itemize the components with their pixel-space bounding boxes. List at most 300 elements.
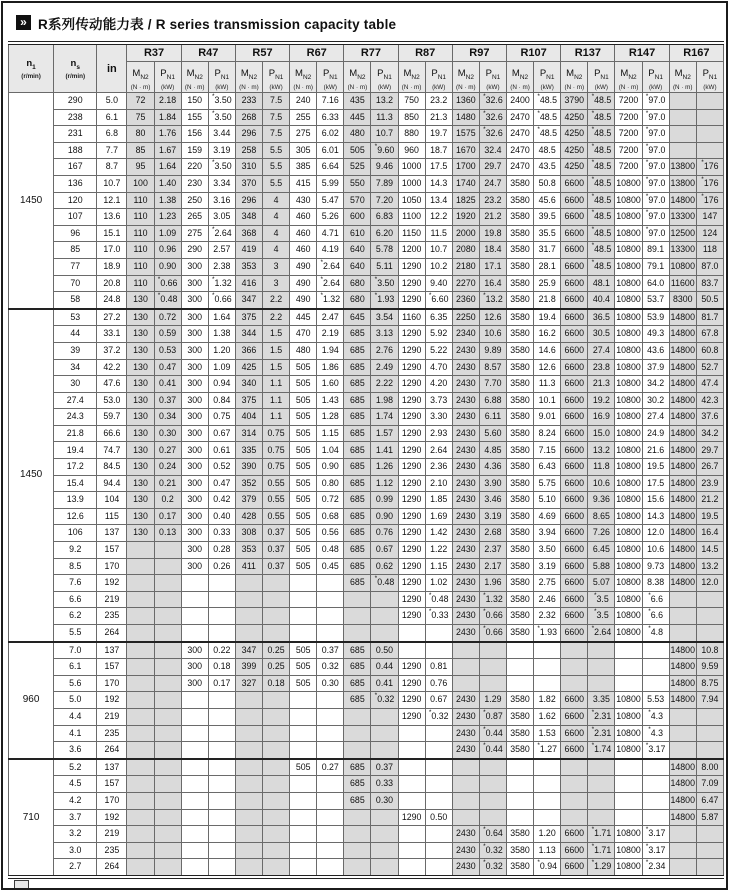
capacity-cell: 1360 bbox=[452, 93, 479, 110]
capacity-cell: 1290 bbox=[398, 292, 425, 309]
capacity-cell: 0.26 bbox=[208, 558, 235, 575]
capacity-cell: 505 bbox=[290, 759, 317, 776]
capacity-cell: 34.2 bbox=[696, 425, 723, 442]
capacity-cell bbox=[479, 792, 506, 809]
capacity-cell bbox=[263, 725, 290, 742]
capacity-cell: 0.96 bbox=[154, 242, 181, 259]
n1-group-label: 1450 bbox=[9, 93, 54, 309]
capacity-cell: 11600 bbox=[669, 275, 696, 292]
capacity-cell: 1.69 bbox=[425, 508, 452, 525]
capacity-cell: 310 bbox=[235, 159, 262, 176]
capacity-cell: 24.9 bbox=[642, 425, 669, 442]
capacity-cell: 1.64 bbox=[154, 159, 181, 176]
capacity-cell: 14800 bbox=[669, 558, 696, 575]
capacity-cell: *1.93 bbox=[371, 292, 398, 309]
capacity-cell: 45.6 bbox=[534, 192, 561, 209]
capacity-cell: 0.67 bbox=[208, 425, 235, 442]
capacity-cell: 17.5 bbox=[425, 159, 452, 176]
capacity-cell: 6600 bbox=[561, 209, 588, 226]
capacity-cell bbox=[263, 842, 290, 859]
table-row bbox=[9, 109, 724, 126]
capacity-cell bbox=[208, 826, 235, 843]
capacity-cell: 10800 bbox=[615, 608, 642, 625]
capacity-cell: 14800 bbox=[669, 442, 696, 459]
capacity-cell: *97.0 bbox=[642, 175, 669, 192]
capacity-cell: 10800 bbox=[615, 326, 642, 343]
capacity-cell: 460 bbox=[290, 242, 317, 259]
capacity-cell bbox=[425, 642, 452, 659]
capacity-cell bbox=[317, 608, 344, 625]
capacity-cell: 4.71 bbox=[317, 225, 344, 242]
capacity-cell bbox=[615, 659, 642, 676]
capacity-cell: 9.59 bbox=[696, 659, 723, 676]
capacity-cell bbox=[235, 826, 262, 843]
ratio-value: 33.1 bbox=[97, 326, 127, 343]
capacity-cell: 4250 bbox=[561, 109, 588, 126]
capacity-cell: 6.11 bbox=[479, 409, 506, 426]
capacity-cell bbox=[127, 776, 154, 793]
capacity-cell bbox=[642, 675, 669, 692]
capacity-cell: 1290 bbox=[398, 542, 425, 559]
ratio-value: 264 bbox=[97, 859, 127, 877]
table-row bbox=[9, 742, 724, 759]
capacity-cell: 26.7 bbox=[696, 459, 723, 476]
capacity-cell: 10.2 bbox=[425, 258, 452, 275]
capacity-cell: 79.1 bbox=[642, 258, 669, 275]
capacity-cell: 0.37 bbox=[371, 759, 398, 776]
capacity-cell: *48.5 bbox=[588, 93, 615, 110]
capacity-cell bbox=[181, 742, 208, 759]
capacity-cell: *48.5 bbox=[588, 209, 615, 226]
capacity-cell: 10800 bbox=[615, 859, 642, 877]
capacity-cell: 9.73 bbox=[642, 558, 669, 575]
capacity-cell bbox=[263, 708, 290, 725]
n2-value: 120 bbox=[54, 192, 97, 209]
capacity-cell: 255 bbox=[290, 109, 317, 126]
table-row bbox=[9, 692, 724, 709]
capacity-cell bbox=[154, 675, 181, 692]
capacity-cell: *32.6 bbox=[479, 93, 506, 110]
capacity-cell: 250 bbox=[181, 192, 208, 209]
capacity-cell: 6600 bbox=[561, 859, 588, 877]
capacity-cell: 505 bbox=[290, 392, 317, 409]
capacity-cell: 0.68 bbox=[317, 508, 344, 525]
capacity-cell: 67.8 bbox=[696, 326, 723, 343]
capacity-cell: 1.86 bbox=[317, 359, 344, 376]
capacity-cell: 3580 bbox=[506, 492, 533, 509]
capacity-cell: 37.9 bbox=[642, 359, 669, 376]
capacity-cell: 2.93 bbox=[425, 425, 452, 442]
capacity-cell: 3.34 bbox=[208, 175, 235, 192]
capacity-cell: 3580 bbox=[506, 175, 533, 192]
capacity-cell: 6.83 bbox=[371, 209, 398, 226]
capacity-cell: *1.71 bbox=[588, 826, 615, 843]
capacity-cell: 1.20 bbox=[208, 342, 235, 359]
capacity-cell bbox=[669, 826, 696, 843]
capacity-cell: 0.55 bbox=[263, 475, 290, 492]
ratio-value: 94.4 bbox=[97, 475, 127, 492]
capacity-cell: 50.5 bbox=[696, 292, 723, 309]
capacity-cell: 0.41 bbox=[371, 675, 398, 692]
capacity-cell: *48.5 bbox=[588, 142, 615, 159]
capacity-cell: *48.5 bbox=[588, 192, 615, 209]
capacity-cell: 14800 bbox=[669, 575, 696, 592]
capacity-cell bbox=[181, 809, 208, 826]
capacity-cell: 685 bbox=[344, 642, 371, 659]
capacity-cell bbox=[669, 93, 696, 110]
capacity-cell: *0.32 bbox=[479, 859, 506, 877]
capacity-cell bbox=[235, 792, 262, 809]
capacity-cell bbox=[344, 708, 371, 725]
capacity-cell: 1290 bbox=[398, 326, 425, 343]
capacity-cell: 48.1 bbox=[588, 275, 615, 292]
capacity-cell: 0.25 bbox=[263, 659, 290, 676]
capacity-cell: 645 bbox=[344, 309, 371, 326]
capacity-cell: 1.1 bbox=[263, 409, 290, 426]
capacity-cell: 2430 bbox=[452, 359, 479, 376]
capacity-cell: 7200 bbox=[615, 126, 642, 143]
capacity-cell: 1.82 bbox=[534, 692, 561, 709]
capacity-cell: 505 bbox=[290, 425, 317, 442]
capacity-cell: 10800 bbox=[669, 258, 696, 275]
capacity-cell: 10800 bbox=[615, 826, 642, 843]
n2-value: 24.3 bbox=[54, 409, 97, 426]
capacity-cell bbox=[263, 759, 290, 776]
capacity-cell: 2430 bbox=[452, 742, 479, 759]
capacity-cell: 75 bbox=[127, 109, 154, 126]
capacity-cell: 60.8 bbox=[696, 342, 723, 359]
col-header-torque: $M_{N2}$ (N · m) bbox=[452, 62, 479, 93]
ratio-value: 84.5 bbox=[97, 459, 127, 476]
n2-value: 4.1 bbox=[54, 725, 97, 742]
capacity-cell: 2.17 bbox=[479, 558, 506, 575]
capacity-cell bbox=[181, 759, 208, 776]
capacity-cell: 2430 bbox=[452, 376, 479, 393]
capacity-cell bbox=[235, 742, 262, 759]
capacity-cell bbox=[696, 859, 723, 877]
capacity-cell: 1.76 bbox=[154, 126, 181, 143]
capacity-cell bbox=[154, 575, 181, 592]
capacity-cell: 10.6 bbox=[588, 475, 615, 492]
capacity-cell: 6600 bbox=[561, 826, 588, 843]
capacity-cell: 9.46 bbox=[371, 159, 398, 176]
capacity-cell: 10800 bbox=[615, 558, 642, 575]
capacity-cell: 19.5 bbox=[696, 508, 723, 525]
capacity-cell: 685 bbox=[344, 558, 371, 575]
capacity-cell bbox=[425, 776, 452, 793]
capacity-cell: 6600 bbox=[561, 409, 588, 426]
capacity-cell: 1.85 bbox=[425, 492, 452, 509]
capacity-cell bbox=[425, 842, 452, 859]
capacity-cell bbox=[506, 642, 533, 659]
capacity-cell: 47.4 bbox=[696, 376, 723, 393]
capacity-cell: *0.48 bbox=[154, 292, 181, 309]
capacity-cell bbox=[208, 742, 235, 759]
capacity-cell: *3.5 bbox=[588, 591, 615, 608]
capacity-cell: 300 bbox=[181, 508, 208, 525]
capacity-cell: 2.32 bbox=[534, 608, 561, 625]
capacity-cell: 21.3 bbox=[425, 109, 452, 126]
capacity-cell bbox=[208, 792, 235, 809]
capacity-cell: 3.46 bbox=[479, 492, 506, 509]
capacity-cell bbox=[208, 608, 235, 625]
capacity-cell bbox=[154, 742, 181, 759]
capacity-cell: *6.60 bbox=[425, 292, 452, 309]
capacity-cell: 3.30 bbox=[425, 409, 452, 426]
capacity-cell: 445 bbox=[344, 109, 371, 126]
capacity-cell bbox=[290, 625, 317, 642]
capacity-cell: 0.48 bbox=[317, 542, 344, 559]
capacity-cell: 6600 bbox=[561, 442, 588, 459]
capacity-cell: 2.38 bbox=[208, 258, 235, 275]
capacity-cell bbox=[425, 742, 452, 759]
capacity-cell: 7200 bbox=[615, 93, 642, 110]
capacity-cell: 14800 bbox=[669, 792, 696, 809]
capacity-cell bbox=[290, 608, 317, 625]
capacity-cell bbox=[263, 625, 290, 642]
capacity-cell: 6600 bbox=[561, 525, 588, 542]
capacity-cell: 300 bbox=[181, 258, 208, 275]
capacity-cell bbox=[452, 776, 479, 793]
capacity-cell: 3.44 bbox=[208, 126, 235, 143]
capacity-cell: 10800 bbox=[615, 258, 642, 275]
capacity-cell bbox=[181, 708, 208, 725]
capacity-cell: *0.66 bbox=[479, 625, 506, 642]
col-header-torque: $M_{N2}$ (N · m) bbox=[344, 62, 371, 93]
capacity-cell: 6600 bbox=[561, 492, 588, 509]
capacity-cell: 7.26 bbox=[588, 525, 615, 542]
capacity-cell: 375 bbox=[235, 309, 262, 326]
capacity-cell: 14800 bbox=[669, 192, 696, 209]
capacity-cell: 23.8 bbox=[588, 359, 615, 376]
capacity-cell: *97.0 bbox=[642, 109, 669, 126]
capacity-cell: 2470 bbox=[506, 142, 533, 159]
capacity-cell: *0.48 bbox=[371, 575, 398, 592]
capacity-cell bbox=[642, 776, 669, 793]
capacity-cell bbox=[344, 725, 371, 742]
table-row bbox=[9, 759, 724, 776]
table-row bbox=[9, 725, 724, 742]
capacity-cell: 8.57 bbox=[479, 359, 506, 376]
capacity-cell: 0.90 bbox=[371, 508, 398, 525]
capacity-cell bbox=[181, 591, 208, 608]
capacity-cell: 2430 bbox=[452, 608, 479, 625]
capacity-cell bbox=[154, 859, 181, 877]
n2-value: 2.7 bbox=[54, 859, 97, 877]
n2-value: 9.2 bbox=[54, 542, 97, 559]
col-header-model-r57: R57 bbox=[235, 43, 289, 62]
capacity-cell: 10800 bbox=[615, 475, 642, 492]
capacity-cell: 2430 bbox=[452, 591, 479, 608]
capacity-cell: 525 bbox=[344, 159, 371, 176]
capacity-cell bbox=[534, 659, 561, 676]
capacity-cell bbox=[669, 142, 696, 159]
capacity-cell: 14800 bbox=[669, 309, 696, 326]
n2-value: 13.9 bbox=[54, 492, 97, 509]
capacity-cell: 11.5 bbox=[425, 225, 452, 242]
capacity-cell bbox=[127, 575, 154, 592]
capacity-cell: 1290 bbox=[398, 492, 425, 509]
capacity-cell: 233 bbox=[235, 93, 262, 110]
capacity-cell: 13300 bbox=[669, 242, 696, 259]
capacity-cell: 430 bbox=[290, 192, 317, 209]
capacity-cell: 13800 bbox=[669, 175, 696, 192]
capacity-cell: 14800 bbox=[669, 508, 696, 525]
table-row bbox=[9, 142, 724, 159]
capacity-cell bbox=[398, 725, 425, 742]
capacity-cell bbox=[263, 809, 290, 826]
page-title-text: R系列传动能力表 / R series transmission capacity table bbox=[38, 16, 397, 32]
n2-value: 21.8 bbox=[54, 425, 97, 442]
capacity-cell: 130 bbox=[127, 475, 154, 492]
capacity-cell: 3.94 bbox=[534, 525, 561, 542]
capacity-cell bbox=[154, 625, 181, 642]
catalog-page bbox=[1, 1, 728, 890]
capacity-cell: 1290 bbox=[398, 608, 425, 625]
capacity-cell: *2.64 bbox=[588, 625, 615, 642]
capacity-cell: 258 bbox=[235, 142, 262, 159]
capacity-cell: 640 bbox=[344, 258, 371, 275]
capacity-cell bbox=[263, 742, 290, 759]
capacity-cell: 0.33 bbox=[208, 525, 235, 542]
capacity-cell bbox=[154, 725, 181, 742]
table-row bbox=[9, 659, 724, 676]
capacity-cell: 750 bbox=[398, 93, 425, 110]
col-header-model-r167: R167 bbox=[669, 43, 723, 62]
capacity-cell: 16.4 bbox=[696, 525, 723, 542]
capacity-cell bbox=[127, 625, 154, 642]
ratio-value: 53.0 bbox=[97, 392, 127, 409]
capacity-cell bbox=[208, 842, 235, 859]
capacity-cell: 10800 bbox=[615, 359, 642, 376]
capacity-cell: 10800 bbox=[615, 242, 642, 259]
ratio-value: 157 bbox=[97, 542, 127, 559]
capacity-cell: 0.47 bbox=[208, 475, 235, 492]
capacity-cell bbox=[181, 625, 208, 642]
capacity-cell bbox=[154, 826, 181, 843]
table-row bbox=[9, 225, 724, 242]
capacity-cell: 7.5 bbox=[263, 126, 290, 143]
capacity-cell: 14800 bbox=[669, 409, 696, 426]
capacity-cell: 19.4 bbox=[534, 309, 561, 326]
capacity-cell bbox=[290, 575, 317, 592]
capacity-cell: 490 bbox=[290, 258, 317, 275]
capacity-cell: 10800 bbox=[615, 209, 642, 226]
capacity-cell: 0.45 bbox=[317, 558, 344, 575]
capacity-cell: 14800 bbox=[669, 659, 696, 676]
ratio-value: 66.6 bbox=[97, 425, 127, 442]
capacity-cell: 3.90 bbox=[479, 475, 506, 492]
capacity-cell: 685 bbox=[344, 575, 371, 592]
capacity-cell: 0.28 bbox=[208, 542, 235, 559]
capacity-cell bbox=[588, 792, 615, 809]
capacity-cell bbox=[235, 759, 262, 776]
capacity-cell: 6600 bbox=[561, 392, 588, 409]
capacity-cell: 1.09 bbox=[208, 359, 235, 376]
capacity-cell: *2.64 bbox=[208, 225, 235, 242]
capacity-cell bbox=[317, 859, 344, 877]
capacity-cell: 7200 bbox=[615, 159, 642, 176]
capacity-cell: 7.89 bbox=[371, 175, 398, 192]
capacity-cell: 10800 bbox=[615, 508, 642, 525]
capacity-cell: 6600 bbox=[561, 475, 588, 492]
capacity-cell: 0.37 bbox=[263, 525, 290, 542]
table-row bbox=[9, 275, 724, 292]
capacity-cell: 52.7 bbox=[696, 359, 723, 376]
capacity-cell: *176 bbox=[696, 175, 723, 192]
capacity-cell: 53.9 bbox=[642, 309, 669, 326]
table-row bbox=[9, 442, 724, 459]
capacity-cell: 4250 bbox=[561, 126, 588, 143]
capacity-cell bbox=[506, 776, 533, 793]
capacity-cell: 118 bbox=[696, 242, 723, 259]
capacity-cell: 10800 bbox=[615, 525, 642, 542]
capacity-cell bbox=[154, 759, 181, 776]
capacity-cell: 10800 bbox=[615, 425, 642, 442]
capacity-cell bbox=[452, 675, 479, 692]
capacity-cell: *0.44 bbox=[479, 725, 506, 742]
capacity-cell: 2430 bbox=[452, 692, 479, 709]
col-header-torque: $M_{N2}$ (N · m) bbox=[615, 62, 642, 93]
capacity-cell: 1.84 bbox=[154, 109, 181, 126]
capacity-cell bbox=[208, 708, 235, 725]
capacity-cell: *3.17 bbox=[642, 842, 669, 859]
capacity-cell: 1.98 bbox=[371, 392, 398, 409]
capacity-cell: 1.60 bbox=[317, 376, 344, 393]
capacity-cell: 1150 bbox=[398, 225, 425, 242]
n2-value: 6.2 bbox=[54, 608, 97, 625]
capacity-cell: 1.57 bbox=[371, 425, 398, 442]
capacity-cell: 685 bbox=[344, 392, 371, 409]
ratio-value: 7.7 bbox=[97, 142, 127, 159]
n2-value: 238 bbox=[54, 109, 97, 126]
capacity-cell: 10800 bbox=[615, 492, 642, 509]
page-title bbox=[16, 14, 726, 31]
capacity-cell bbox=[235, 591, 262, 608]
capacity-cell: 348 bbox=[235, 209, 262, 226]
capacity-cell: 2.37 bbox=[479, 542, 506, 559]
table-row bbox=[9, 175, 724, 192]
capacity-cell: 2430 bbox=[452, 425, 479, 442]
capacity-cell: 0.37 bbox=[263, 542, 290, 559]
capacity-cell: 3580 bbox=[506, 575, 533, 592]
capacity-cell: 4 bbox=[263, 242, 290, 259]
capacity-cell bbox=[235, 692, 262, 709]
capacity-cell bbox=[425, 826, 452, 843]
capacity-cell: 3.19 bbox=[479, 508, 506, 525]
capacity-cell: *3.50 bbox=[371, 275, 398, 292]
capacity-cell: 13300 bbox=[669, 209, 696, 226]
capacity-cell: 416 bbox=[235, 275, 262, 292]
n1-group-label: 710 bbox=[9, 759, 54, 877]
capacity-cell bbox=[154, 608, 181, 625]
capacity-cell: 2.22 bbox=[371, 376, 398, 393]
capacity-cell: 6600 bbox=[561, 708, 588, 725]
ratio-value: 192 bbox=[97, 692, 127, 709]
capacity-cell: 6600 bbox=[561, 575, 588, 592]
capacity-cell bbox=[425, 759, 452, 776]
capacity-cell: 4250 bbox=[561, 142, 588, 159]
capacity-cell: 2.46 bbox=[534, 591, 561, 608]
capacity-cell: 10800 bbox=[615, 342, 642, 359]
capacity-cell: *2.31 bbox=[588, 725, 615, 742]
capacity-cell: 3 bbox=[263, 275, 290, 292]
table-row bbox=[9, 575, 724, 592]
capacity-cell: *9.60 bbox=[371, 142, 398, 159]
capacity-cell: 505 bbox=[290, 675, 317, 692]
capacity-cell: 156 bbox=[181, 126, 208, 143]
capacity-cell: 0.2 bbox=[154, 492, 181, 509]
